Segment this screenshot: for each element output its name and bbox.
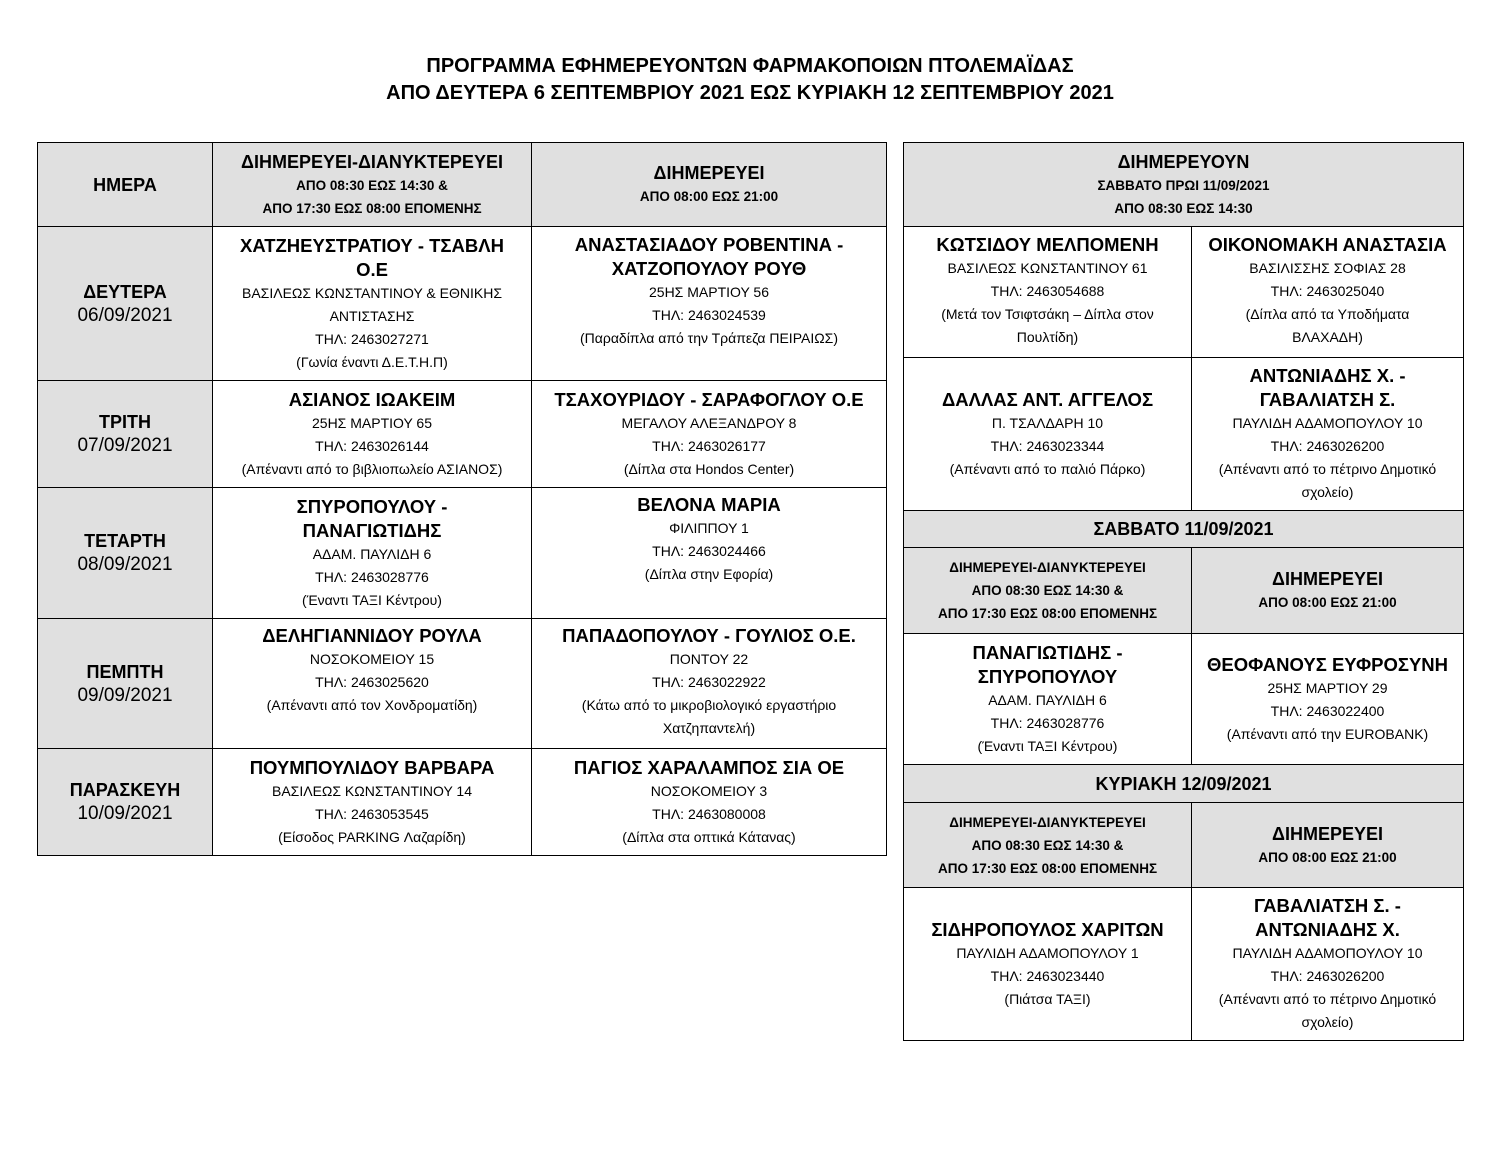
table-row	[38, 488, 887, 619]
saturday-night-pharmacy-cell: ΠΑΝΑΓΙΩΤΙΔΗΣ - ΣΠΥΡΟΠΟΥΛΟΥ ΑΔΑΜ. ΠΑΥΛΙΔΗ 6 ΤΗΛ: 2463028776 (Έναντι ΤΑΞΙ Κέντρου)	[904, 634, 1192, 765]
night-pharmacy-cell: ΑΣΙΑΝΟΣ ΙΩΑΚΕΙΜ 25ΗΣ ΜΑΡΤΙΟΥ 65 ΤΗΛ: 2463026144 (Απέναντι από το βιβλιοπωλείο ΑΣΙΑΝΟΣ)	[213, 381, 532, 488]
day-cell: ΠΕΜΠΤΗ 09/09/2021	[38, 619, 213, 749]
saturday-title: ΣΑΒΒΑΤΟ 11/09/2021	[904, 511, 1464, 548]
night-pharmacy-cell: ΠΟΥΜΠΟΥΛΙΔΟΥ ΒΑΡΒΑΡΑ ΒΑΣΙΛΕΩΣ ΚΩΝΣΤΑΝΤΙΝΟΥ 14 ΤΗΛ: 2463053545 (Είσοδος PARKING Λαζαρίδη)	[213, 749, 532, 856]
table-row	[904, 358, 1464, 511]
saturday-morning-pharmacy-cell: ΚΩΤΣΙΔΟΥ ΜΕΛΠΟΜΕΝΗ ΒΑΣΙΛΕΩΣ ΚΩΝΣΤΑΝΤΙΝΟΥ 61 ΤΗΛ: 2463054688 (Μετά τον Τσιφτσάκη – Δίπλα στον Πουλτίδη)	[904, 227, 1192, 358]
saturday-morning-header: ΔΙΗΜΕΡΕΥΟΥΝ ΣΑΒΒΑΤΟ ΠΡΩΙ 11/09/2021 ΑΠΟ 08:30 ΕΩΣ 14:30	[904, 143, 1464, 227]
table-row	[904, 634, 1464, 765]
saturday-morning-pharmacy-cell: ΔΑΛΛΑΣ ΑΝΤ. ΑΓΓΕΛΟΣ Π. ΤΣΑΛΔΑΡΗ 10 ΤΗΛ: 2463023344 (Απέναντι από το παλιό Πάρκο)	[904, 358, 1192, 511]
sunday-title: ΚΥΡΙΑΚΗ 12/09/2021	[904, 765, 1464, 803]
night-pharmacy-cell: ΔΕΛΗΓΙΑΝΝΙΔΟΥ ΡΟΥΛΑ ΝΟΣΟΚΟΜΕΙΟΥ 15 ΤΗΛ: 2463025620 (Απέναντι από τον Χονδροματίδη)	[213, 619, 532, 749]
table-row	[904, 227, 1464, 358]
saturday-morning-pharmacy-cell: ΑΝΤΩΝΙΑΔΗΣ Χ. - ΓΑΒΑΛΙΑΤΣΗ Σ. ΠΑΥΛΙΔΗ ΑΔΑΜΟΠΟΥΛΟΥ 10 ΤΗΛ: 2463026200 (Απέναντι από το πέτρινο Δημοτικό σχολείο)	[1192, 358, 1464, 511]
day-cell: ΔΕΥΤΕΡΑ 06/09/2021	[38, 227, 213, 381]
header-day: ΗΜΕΡΑ	[38, 143, 213, 227]
table-row	[38, 749, 887, 856]
table-row	[38, 227, 887, 381]
day-cell: ΠΑΡΑΣΚΕΥΗ 10/09/2021	[38, 749, 213, 856]
saturday-morning-pharmacy-cell: ΟΙΚΟΝΟΜΑΚΗ ΑΝΑΣΤΑΣΙΑ ΒΑΣΙΛΙΣΣΗΣ ΣΟΦΙΑΣ 28 ΤΗΛ: 2463025040 (Δίπλα από τα Υποδήματα ΒΛΑΧΑΔΗ)	[1192, 227, 1464, 358]
weekday-schedule-table	[37, 142, 887, 856]
day-pharmacy-cell: ΠΑΓΙΟΣ ΧΑΡΑΛΑΜΠΟΣ ΣΙΑ ΟΕ ΝΟΣΟΚΟΜΕΙΟΥ 3 ΤΗΛ: 2463080008 (Δίπλα στα οπτικά Κάτανας)	[532, 749, 887, 856]
header-day-duty: ΔΙΗΜΕΡΕΥΕΙ ΑΠΟ 08:00 ΕΩΣ 21:00	[532, 143, 887, 227]
table-row	[38, 381, 887, 488]
sunday-night-duty-header: ΔΙΗΜΕΡΕΥΕΙ-ΔΙΑΝΥΚΤΕΡΕΥΕΙ ΑΠΟ 08:30 ΕΩΣ 14:30 & ΑΠΟ 17:30 ΕΩΣ 08:00 ΕΠΟΜΕΝΗΣ	[904, 803, 1192, 888]
weekday-header-row	[38, 143, 887, 227]
day-cell: ΤΕΤΑΡΤΗ 08/09/2021	[38, 488, 213, 619]
sunday-day-duty-header: ΔΙΗΜΕΡΕΥΕΙ ΑΠΟ 08:00 ΕΩΣ 21:00	[1192, 803, 1464, 888]
saturday-header-row	[904, 548, 1464, 634]
saturday-day-duty-header: ΔΙΗΜΕΡΕΥΕΙ ΑΠΟ 08:00 ΕΩΣ 21:00	[1192, 548, 1464, 634]
night-pharmacy-cell: ΧΑΤΖΗΕΥΣΤΡΑΤΙΟΥ - ΤΣΑΒΛΗ Ο.Ε ΒΑΣΙΛΕΩΣ ΚΩΝΣΤΑΝΤΙΝΟΥ & ΕΘΝΙΚΗΣ ΑΝΤΙΣΤΑΣΗΣ ΤΗΛ: 2463027271 (Γωνία έναντι Δ.Ε.Τ.Η.Π)	[213, 227, 532, 381]
night-pharmacy-cell: ΣΠΥΡΟΠΟΥΛΟΥ - ΠΑΝΑΓΙΩΤΙΔΗΣ ΑΔΑΜ. ΠΑΥΛΙΔΗ 6 ΤΗΛ: 2463028776 (Έναντι ΤΑΞΙ Κέντρου)	[213, 488, 532, 619]
saturday-night-duty-header: ΔΙΗΜΕΡΕΥΕΙ-ΔΙΑΝΥΚΤΕΡΕΥΕΙ ΑΠΟ 08:30 ΕΩΣ 14:30 & ΑΠΟ 17:30 ΕΩΣ 08:00 ΕΠΟΜΕΝΗΣ	[904, 548, 1192, 634]
sunday-header-row	[904, 803, 1464, 888]
table-row	[904, 888, 1464, 1041]
saturday-title-row	[904, 511, 1464, 548]
day-pharmacy-cell: ΠΑΠΑΔΟΠΟΥΛΟΥ - ΓΟΥΛΙΟΣ Ο.Ε. ΠΟΝΤΟΥ 22 ΤΗΛ: 2463022922 (Κάτω από το μικροβιολογικό εργαστήριο Χατζηπαντελή)	[532, 619, 887, 749]
title-line-2: ΑΠΟ ΔΕΥΤΕΡΑ 6 ΣΕΠΤΕΜΒΡΙΟΥ 2021 ΕΩΣ ΚΥΡΙΑΚΗ 12 ΣΕΠΤΕΜΒΡΙΟΥ 2021	[386, 82, 1114, 104]
sunday-day-pharmacy-cell: ΓΑΒΑΛΙΑΤΣΗ Σ. - ΑΝΤΩΝΙΑΔΗΣ Χ. ΠΑΥΛΙΔΗ ΑΔΑΜΟΠΟΥΛΟΥ 10 ΤΗΛ: 2463026200 (Απέναντι από το πέτρινο Δημοτικό σχολείο)	[1192, 888, 1464, 1041]
title-line-1: ΠΡΟΓΡΑΜΜΑ ΕΦΗΜΕΡΕΥΟΝΤΩΝ ΦΑΡΜΑΚΟΠΟΙΩΝ ΠΤΟΛΕΜΑΪΔΑΣ	[426, 55, 1074, 77]
sunday-title-row	[904, 765, 1464, 803]
document-title	[0, 53, 1500, 107]
table-row	[38, 619, 887, 749]
saturday-day-pharmacy-cell: ΘΕΟΦΑΝΟΥΣ ΕΥΦΡΟΣΥΝΗ 25ΗΣ ΜΑΡΤΙΟΥ 29 ΤΗΛ: 2463022400 (Απέναντι από την EUROBANK)	[1192, 634, 1464, 765]
saturday-morning-header-row	[904, 143, 1464, 227]
day-pharmacy-cell: ΒΕΛΟΝΑ ΜΑΡΙΑ ΦΙΛΙΠΠΟΥ 1 ΤΗΛ: 2463024466 (Δίπλα στην Εφορία)	[532, 488, 887, 619]
sunday-night-pharmacy-cell: ΣΙΔΗΡΟΠΟΥΛΟΣ ΧΑΡΙΤΩΝ ΠΑΥΛΙΔΗ ΑΔΑΜΟΠΟΥΛΟΥ 1 ΤΗΛ: 2463023440 (Πιάτσα ΤΑΞΙ)	[904, 888, 1192, 1041]
day-pharmacy-cell: ΑΝΑΣΤΑΣΙΑΔΟΥ ΡΟΒΕΝΤΙΝΑ - ΧΑΤΖΟΠΟΥΛΟΥ ΡΟΥΘ 25ΗΣ ΜΑΡΤΙΟΥ 56 ΤΗΛ: 2463024539 (Παραδίπλα από την Τράπεζα ΠΕΙΡΑΙΩΣ)	[532, 227, 887, 381]
day-pharmacy-cell: ΤΣΑΧΟΥΡΙΔΟΥ - ΣΑΡΑΦΟΓΛΟΥ Ο.Ε ΜΕΓΑΛΟΥ ΑΛΕΞΑΝΔΡΟΥ 8 ΤΗΛ: 2463026177 (Δίπλα στα Hondos Center)	[532, 381, 887, 488]
header-night-duty: ΔΙΗΜΕΡΕΥΕΙ-ΔΙΑΝΥΚΤΕΡΕΥΕΙ ΑΠΟ 08:30 ΕΩΣ 14:30 & ΑΠΟ 17:30 ΕΩΣ 08:00 ΕΠΟΜΕΝΗΣ	[213, 143, 532, 227]
weekend-schedule-table	[903, 142, 1464, 1041]
day-cell: ΤΡΙΤΗ 07/09/2021	[38, 381, 213, 488]
